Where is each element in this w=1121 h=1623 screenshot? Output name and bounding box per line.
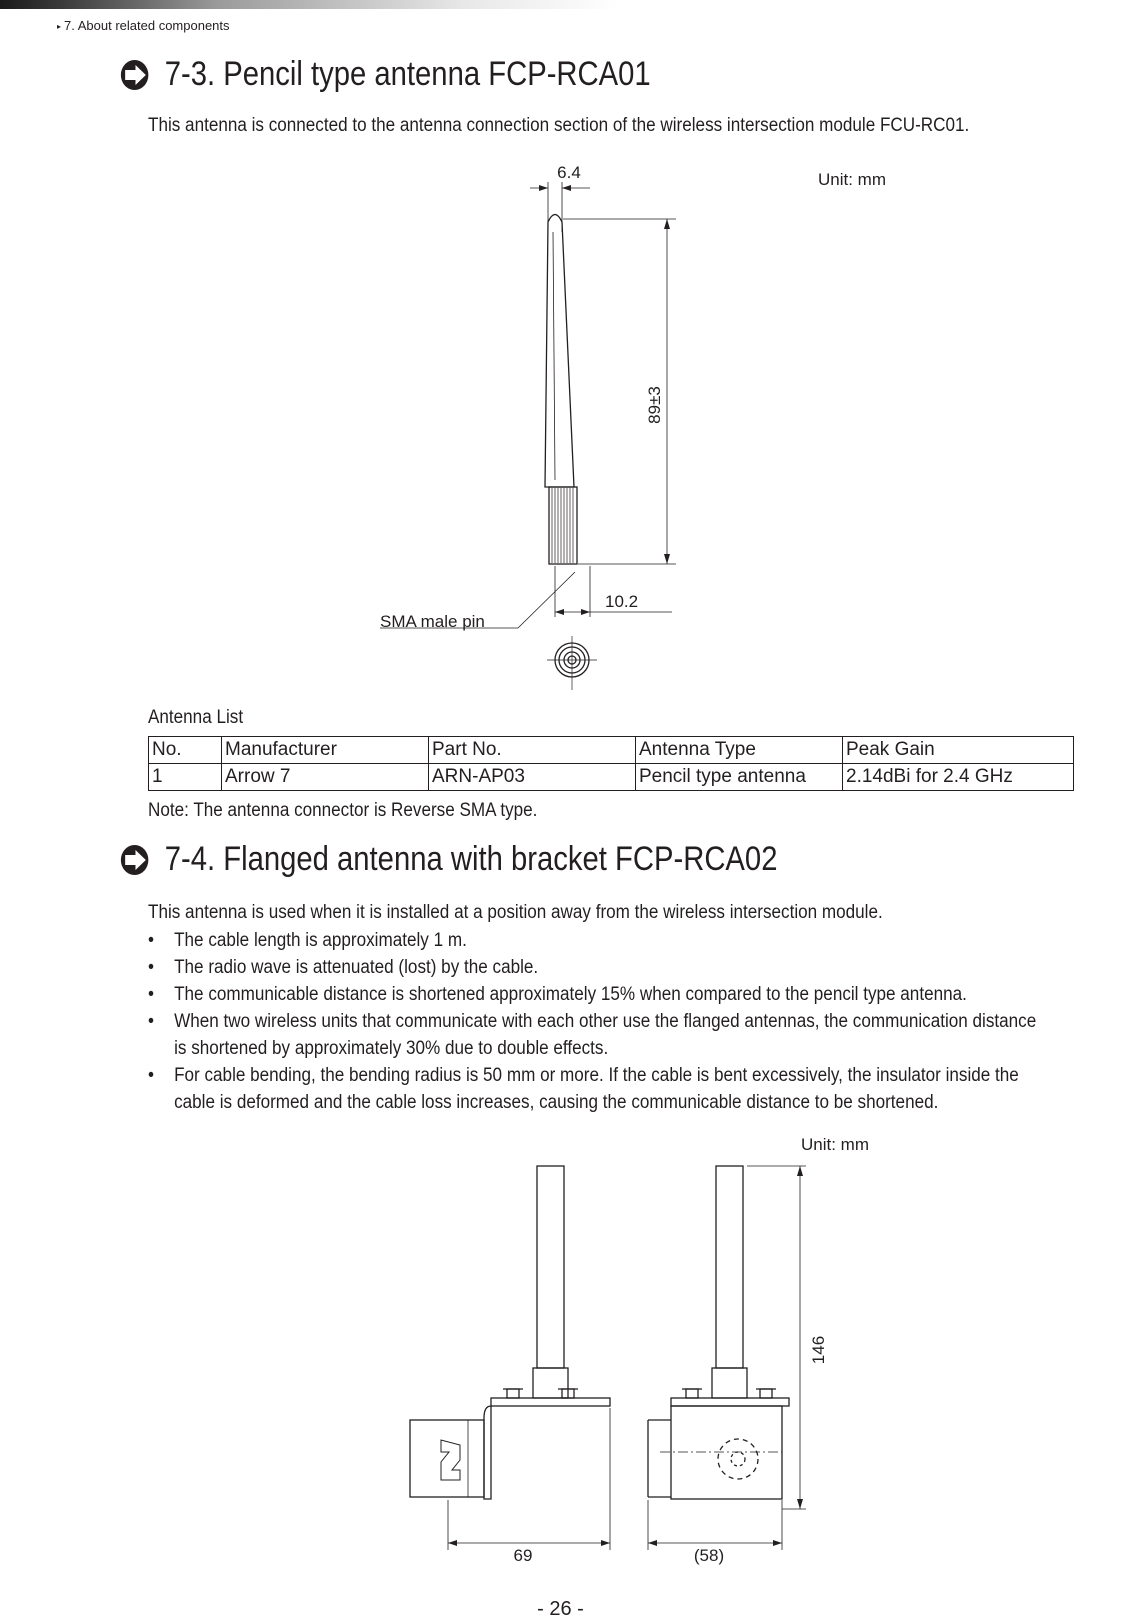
- list-item: [148, 927, 1036, 954]
- dim-base-label: 10.2: [605, 592, 639, 611]
- list-item-text: The communicable distance is shortened approximately 15% when compared to the pencil type antenna.: [174, 984, 967, 1005]
- table-cell: Pencil type antenna: [636, 764, 843, 791]
- flanged-antenna-front-view: [648, 1166, 806, 1550]
- table-header-cell: No.: [149, 737, 222, 764]
- section-number: 7-4.: [164, 840, 216, 878]
- breadcrumb-triangle-icon: ▸: [57, 22, 62, 31]
- section-intro-2: This antenna is used when it is installed at a position away from the wireless intersection module.: [148, 902, 883, 923]
- table-cell: ARN-AP03: [429, 764, 636, 791]
- arrow-circle-icon: [120, 844, 153, 876]
- bullet-icon: •: [148, 984, 154, 1005]
- list-item: [148, 1062, 1036, 1089]
- antenna-list-table: [148, 736, 1074, 791]
- flanged-antenna-side-view: [410, 1166, 610, 1550]
- bullet-list: [148, 927, 1121, 1116]
- list-item-text: When two wireless units that communicate with each other use the flanged antennas, the communication distance: [174, 1011, 1037, 1032]
- table-header-cell: Antenna Type: [636, 737, 843, 764]
- sma-pin-label: SMA male pin: [380, 612, 485, 631]
- table-row: [149, 764, 1074, 791]
- bullet-icon: •: [148, 957, 154, 978]
- list-item-text: For cable bending, the bending radius is 50 mm or more. If the cable is bent excessively, the insulator inside the: [174, 1065, 1019, 1086]
- dim-width-label: 6.4: [557, 163, 581, 182]
- list-item-continuation: [148, 1035, 1036, 1062]
- table-header-row: [149, 737, 1074, 764]
- section-title: Pencil type antenna FCP-RCA01: [223, 55, 651, 93]
- bullet-icon: •: [148, 930, 154, 951]
- list-item: [148, 981, 1036, 1008]
- table-cell: Arrow 7: [222, 764, 429, 791]
- table-header-cell: Manufacturer: [222, 737, 429, 764]
- unit-label-2: Unit: mm: [801, 1135, 869, 1154]
- list-item-text: is shortened by approximately 30% due to double effects.: [174, 1038, 609, 1059]
- list-item-text: cable is deformed and the cable loss increases, causing the communicable distance to be shortened.: [174, 1092, 939, 1113]
- page-number: - 26 -: [537, 1598, 584, 1620]
- breadcrumb-label: 7. About related components: [64, 18, 230, 33]
- section-title: Flanged antenna with bracket FCP-RCA02: [223, 840, 778, 878]
- bullet-icon: •: [148, 1011, 154, 1032]
- bullet-icon: •: [148, 1065, 154, 1086]
- list-item: [148, 1008, 1036, 1035]
- list-item: [148, 954, 1036, 981]
- dim-depth-label: (58): [693, 1546, 725, 1565]
- dim-length-label: 89±3: [645, 386, 664, 424]
- list-item-continuation: [148, 1089, 1036, 1116]
- table-cell: 1: [149, 764, 222, 791]
- list-item-text: The cable length is approximately 1 m.: [174, 930, 467, 951]
- table-header-cell: Part No.: [429, 737, 636, 764]
- list-item-text: The radio wave is attenuated (lost) by the cable.: [174, 957, 539, 978]
- antenna-note: Note: The antenna connector is Reverse SMA type.: [148, 800, 538, 821]
- section-number: 7-3.: [164, 55, 216, 93]
- section-intro: This antenna is connected to the antenna connection section of the wireless intersection module FCU-RC01.: [148, 115, 970, 136]
- dim-width-label-2: 69: [513, 1546, 533, 1565]
- unit-label: Unit: mm: [818, 170, 886, 189]
- table-cell: 2.14dBi for 2.4 GHz: [843, 764, 1074, 791]
- table-header-cell: Peak Gain: [843, 737, 1074, 764]
- antenna-list-caption: Antenna List: [148, 707, 244, 728]
- dim-height-label: 146: [809, 1335, 828, 1365]
- section-heading-7-4: [120, 840, 777, 879]
